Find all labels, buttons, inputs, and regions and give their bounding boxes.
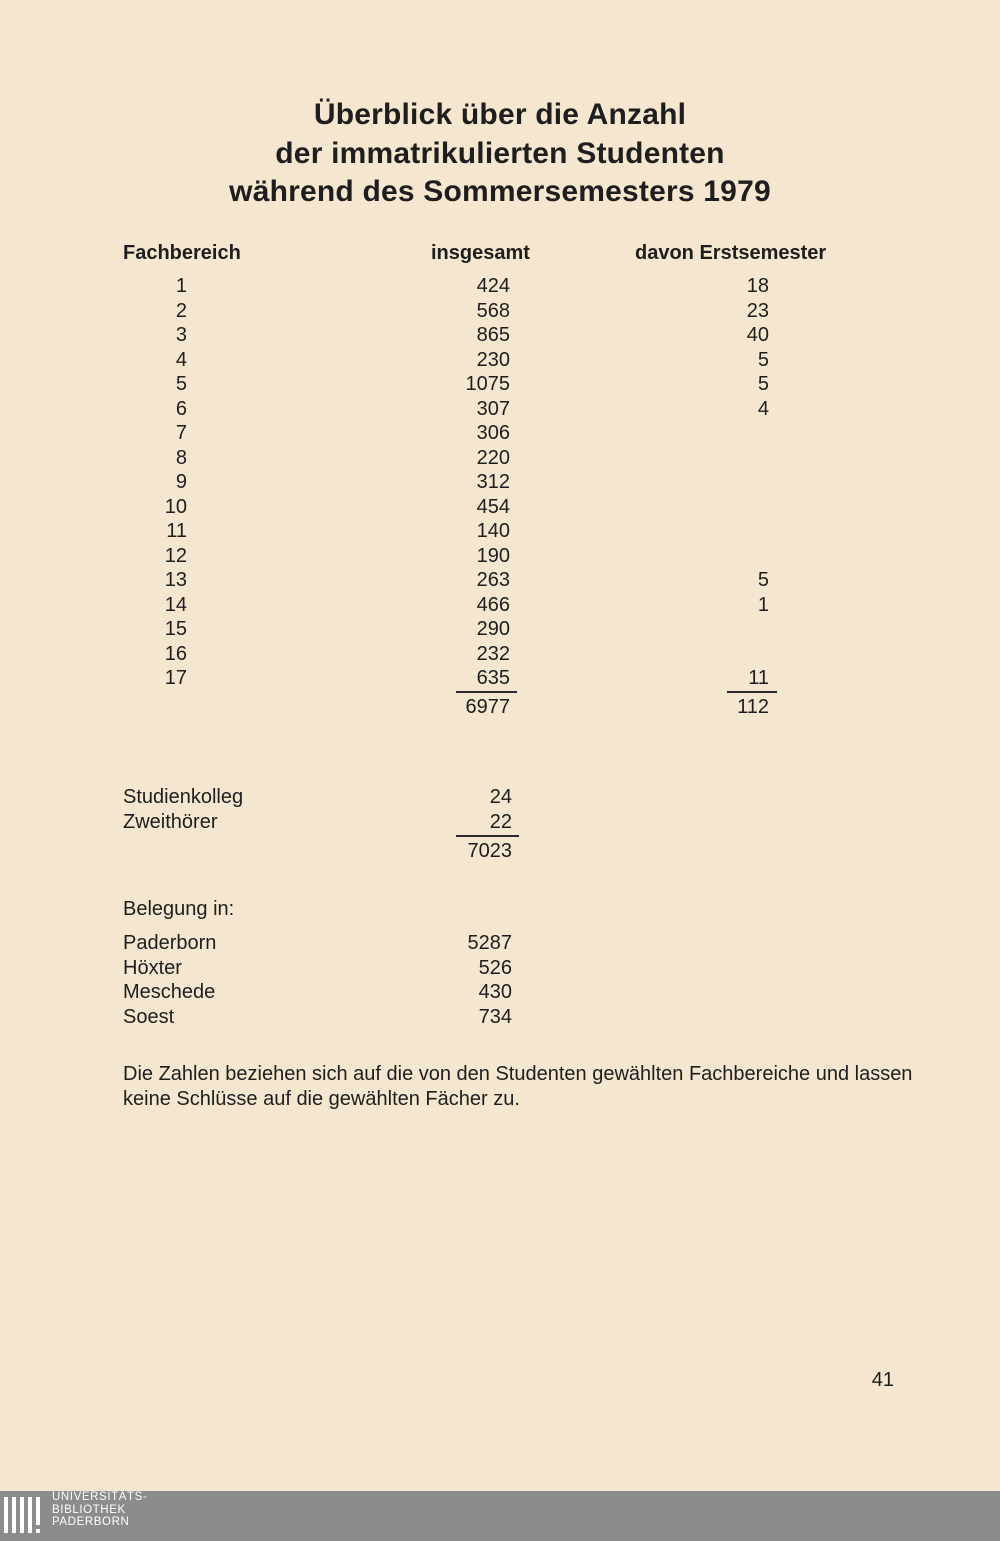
studienkolleg-value: 24	[489, 786, 512, 808]
fachbereich-number: 13	[164, 569, 187, 591]
sum-rule-total	[456, 691, 517, 693]
footnote: Die Zahlen beziehen sich auf die von den Studenten gewählten Fachbereiche und lassen keine Schlüsse auf die gewählten Fächer zu.	[123, 1063, 913, 1110]
title-line-2: der immatrikulierten Studenten	[275, 136, 725, 170]
fachbereich-number: 9	[175, 471, 187, 493]
first-semester-value: 4	[757, 397, 769, 420]
zweithoerer-value: 22	[489, 810, 512, 833]
title-line-1: Überblick über die Anzahl	[313, 98, 687, 131]
total-value: 424	[476, 275, 510, 297]
location-label: Paderborn	[123, 932, 217, 954]
page-number: 41	[871, 1369, 894, 1391]
belegung-heading: Belegung in:	[123, 898, 235, 920]
library-footer-bar	[0, 1491, 1000, 1541]
header-fachbereich: Fachbereich	[123, 242, 241, 264]
fachbereich-number: 8	[175, 446, 187, 469]
fachbereich-number: 12	[164, 544, 187, 567]
header-insgesamt: insgesamt	[431, 242, 530, 264]
fachbereich-number: 17	[164, 667, 187, 689]
fachbereich-number: 15	[164, 618, 187, 640]
location-value: 430	[478, 981, 512, 1003]
location-label: Meschede	[123, 981, 216, 1003]
first-semester-value: 1	[757, 593, 769, 616]
library-logo-text	[52, 1491, 147, 1529]
grand-total-rule	[456, 835, 519, 837]
page-title	[0, 96, 1000, 212]
first-semester-value: 40	[746, 324, 769, 346]
total-value: 1075	[465, 373, 510, 395]
library-name-line-3: PADERBORN	[52, 1516, 130, 1528]
first-semester-value: 23	[746, 299, 769, 322]
fachbereich-number: 10	[164, 495, 187, 518]
total-value: 290	[476, 618, 510, 640]
fachbereich-number: 2	[175, 299, 187, 322]
fachbereich-number: 16	[164, 642, 187, 665]
grand-total-value: 7023	[467, 840, 512, 862]
sum-first-value: 112	[737, 696, 769, 718]
first-semester-value: 5	[757, 569, 769, 591]
total-value: 307	[476, 397, 510, 420]
first-semester-value: 11	[748, 667, 769, 689]
library-name-line-1: UNIVERSITÄTS-	[52, 1491, 148, 1503]
fachbereich-number: 4	[175, 348, 187, 371]
total-value: 306	[476, 422, 510, 444]
library-logo-icon	[4, 1497, 46, 1533]
header-erstsemester: davon Erstsemester	[635, 242, 827, 264]
studienkolleg-label: Studienkolleg	[123, 786, 244, 808]
fachbereich-number: 14	[164, 593, 187, 616]
total-value: 190	[476, 544, 510, 567]
total-value: 568	[476, 299, 510, 322]
zweithoerer-label: Zweithörer	[123, 810, 218, 833]
total-value: 263	[476, 569, 510, 591]
total-value: 230	[476, 348, 510, 371]
first-semester-value: 5	[757, 373, 769, 395]
total-value: 635	[476, 667, 510, 689]
fachbereich-number: 1	[175, 275, 187, 297]
title-line-3: während des Sommersemesters 1979	[229, 175, 771, 208]
total-value: 220	[476, 446, 510, 469]
first-semester-value: 18	[746, 275, 769, 297]
sum-total-value: 6977	[465, 696, 510, 718]
location-value: 734	[478, 1005, 512, 1028]
fachbereich-number: 5	[175, 373, 187, 395]
location-label: Höxter	[123, 956, 182, 979]
location-value: 5287	[467, 932, 512, 954]
fachbereich-number: 7	[175, 422, 187, 444]
total-value: 865	[476, 324, 510, 346]
total-value: 140	[476, 520, 510, 542]
fachbereich-number: 11	[166, 520, 187, 542]
location-value: 526	[478, 956, 512, 979]
fachbereich-number: 3	[175, 324, 187, 346]
total-value: 312	[476, 471, 510, 493]
total-value: 466	[476, 593, 510, 616]
first-semester-value: 5	[757, 348, 769, 371]
total-value: 232	[476, 642, 510, 665]
library-name-line-2: BIBLIOTHEK	[52, 1503, 126, 1516]
location-label: Soest	[123, 1005, 175, 1028]
total-value: 454	[476, 495, 510, 518]
fachbereich-number: 6	[175, 397, 187, 420]
sum-rule-first	[727, 691, 777, 693]
